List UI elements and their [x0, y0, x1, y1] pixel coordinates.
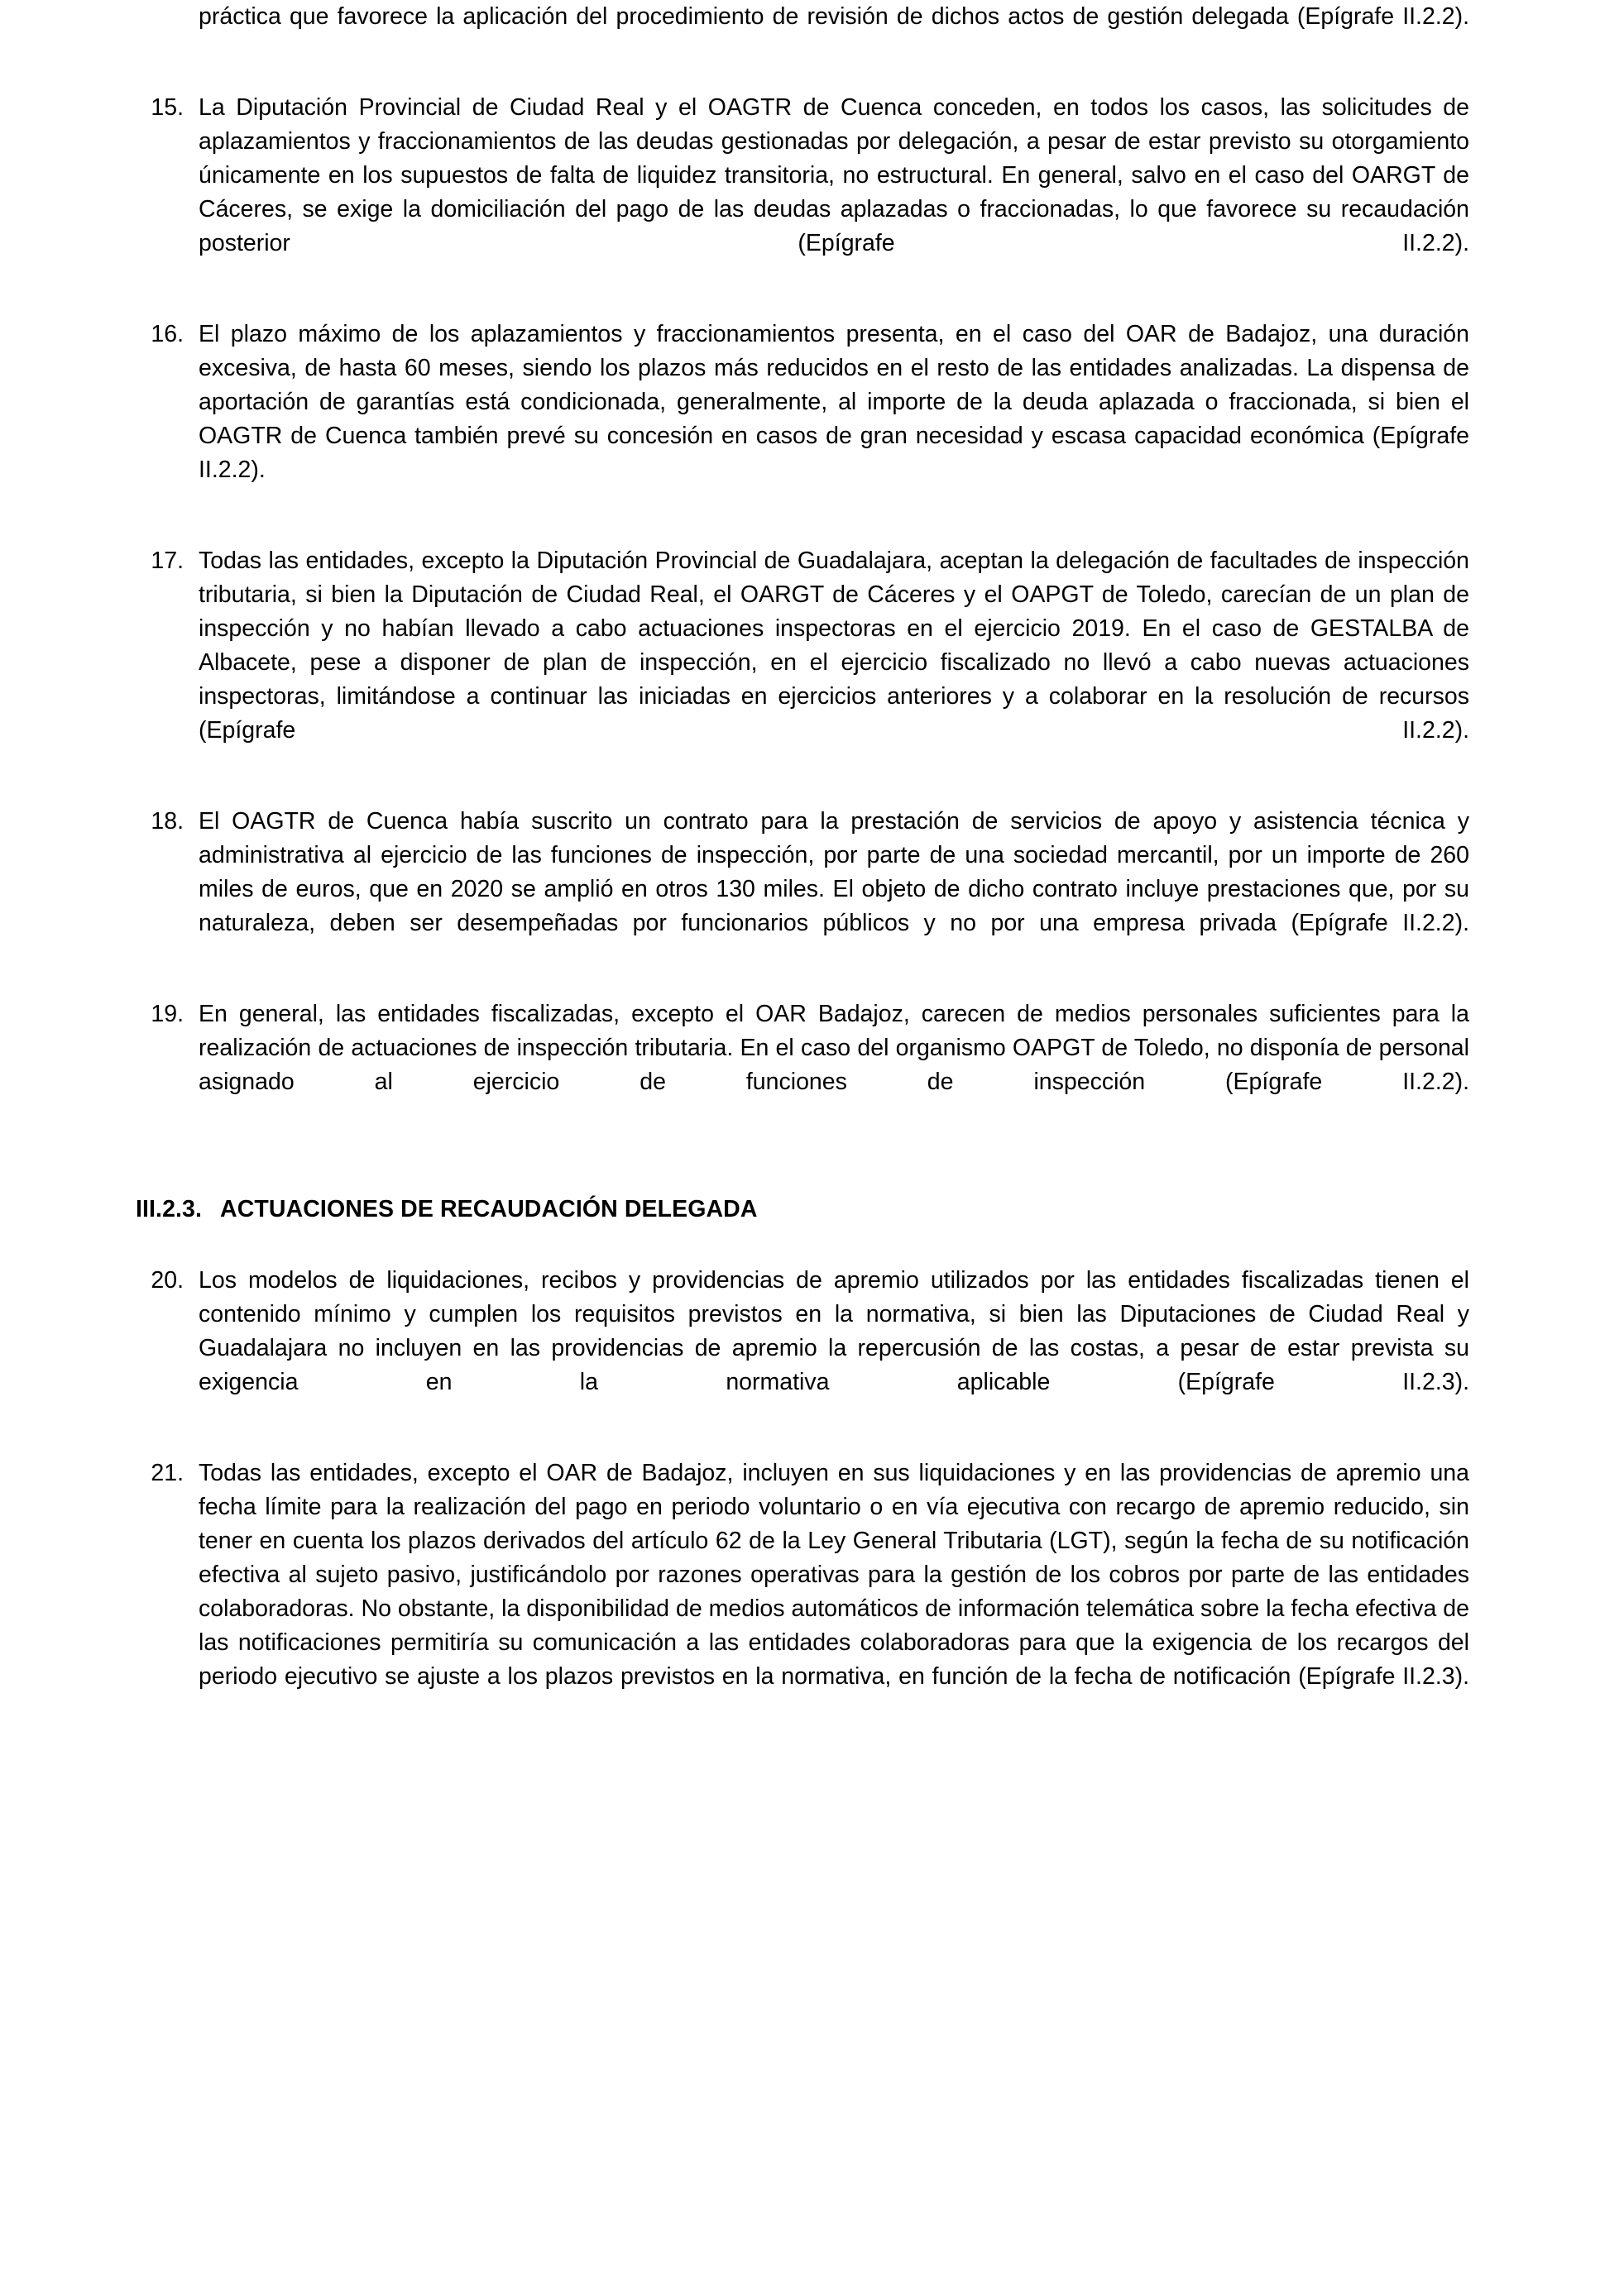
list-item	[136, 1264, 1469, 1433]
list-item	[136, 805, 1469, 974]
list-item-number: 17.	[151, 548, 184, 574]
list-item-text: El plazo máximo de los aplazamientos y fraccionamientos presenta, en el caso del OAR de Badajoz, una duración excesiva, de hasta 60 meses, siendo los plazos más reducidos en el resto de las entidades analizadas. La dispensa de aportación de garantías está condicionada, generalmente, al importe de la deuda aplazada o fraccionada, si bien el OAGTR de Cuenca también prevé su concesión en casos de gran necesidad y escasa capacidad económica (Epígrafe II.2.2).	[199, 321, 1469, 483]
list-item-text: La Diputación Provincial de Ciudad Real y el OAGTR de Cuenca conceden, en todos los casos, las solicitudes de aplazamientos y fraccionamientos de las deudas gestionadas por delegación, a pesar de estar previsto su otorgamiento únicamente en los supuestos de falta de liquidez transitoria, no estructural. En general, salvo en el caso del OARGT de Cáceres, se exige la domiciliación del pago de las deudas aplazadas o fraccionadas, lo que favorece su recaudación posterior (Epígrafe II.2.2).	[199, 94, 1469, 256]
list-item-text: Todas las entidades, excepto la Diputación Provincial de Guadalajara, aceptan la delegación de facultades de inspección tributaria, si bien la Diputación de Ciudad Real, el OARGT de Cáceres y el OAPGT de Toledo, carecían de un plan de inspección y no habían llevado a cabo actuaciones inspectoras en el ejercicio 2019. En el caso de GESTALBA de Albacete, pese a disponer de plan de inspección, en el ejercicio fiscalizado no llevó a cabo nuevas actuaciones inspectoras, limitándose a continuar las iniciadas en ejercicios anteriores y a colaborar en la resolución de recursos (Epígrafe II.2.2).	[199, 548, 1469, 744]
list-item-text: Todas las entidades, excepto el OAR de Badajoz, incluyen en sus liquidaciones y en las providencias de apremio una fecha límite para la realización del pago en periodo voluntario o en vía ejecutiva con recargo de apremio reducido, sin tener en cuenta los plazos derivados del artículo 62 de la Ley General Tributaria (LGT), según la fecha de su notificación efectiva al sujeto pasivo, justificándolo por razones operativas para la gestión de los cobros por parte de las entidades colaboradoras. No obstante, la disponibilidad de medios automáticos de información telemática sobre la fecha efectiva de las notificaciones permitiría su comunicación a las entidades colaboradoras para que la exigencia de los recargos del periodo ejecutivo se ajuste a los plazos previstos en la normativa, en función de la fecha de notificación (Epígrafe II.2.3).	[199, 1460, 1469, 1690]
list-item-number: 21.	[151, 1460, 184, 1486]
list-item-number: 18.	[151, 808, 184, 835]
section-heading	[136, 1193, 1469, 1226]
continuation-paragraph: práctica que favorece la aplicación del procedimiento de revisión de dichos actos de gestión delegada (Epígrafe II.2.2).	[199, 3, 1469, 30]
list-item	[136, 997, 1469, 1133]
section-heading-title: ACTUACIONES DE RECAUDACIÓN DELEGADA	[220, 1196, 758, 1222]
list-item-number: 15.	[151, 94, 184, 121]
list-item	[136, 544, 1469, 782]
page-content	[136, 0, 1469, 1728]
section-heading-number: III.2.3.	[136, 1196, 203, 1222]
list-item	[136, 1457, 1469, 1728]
list-item-number: 19.	[151, 1001, 184, 1027]
list-item	[136, 318, 1469, 521]
list-item-text: El OAGTR de Cuenca había suscrito un contrato para la prestación de servicios de apoyo y asistencia técnica y administrativa al ejercicio de las funciones de inspección, por parte de una sociedad mercantil, por un importe de 260 miles de euros, que en 2020 se amplió en otros 130 miles. El objeto de dicho contrato incluye prestaciones que, por su naturaleza, deben ser desempeñadas por funcionarios públicos y no por una empresa privada (Epígrafe II.2.2).	[199, 808, 1469, 936]
list-item-number: 16.	[151, 321, 184, 347]
list-item-text: Los modelos de liquidaciones, recibos y providencias de apremio utilizados por las entidades fiscalizadas tienen el contenido mínimo y cumplen los requisitos previstos en la normativa, si bien las Diputaciones de Ciudad Real y Guadalajara no incluyen en las providencias de apremio la repercusión de las costas, a pesar de estar prevista su exigencia en la normativa aplicable (Epígrafe II.2.3).	[199, 1267, 1469, 1395]
list-item-text: En general, las entidades fiscalizadas, excepto el OAR Badajoz, carecen de medios personales suficientes para la realización de actuaciones de inspección tributaria. En el caso del organismo OAPGT de Toledo, no disponía de personal asignado al ejercicio de funciones de inspección (Epígrafe II.2.2).	[199, 1001, 1469, 1095]
list-item-number: 20.	[151, 1267, 184, 1294]
list-item	[136, 91, 1469, 294]
